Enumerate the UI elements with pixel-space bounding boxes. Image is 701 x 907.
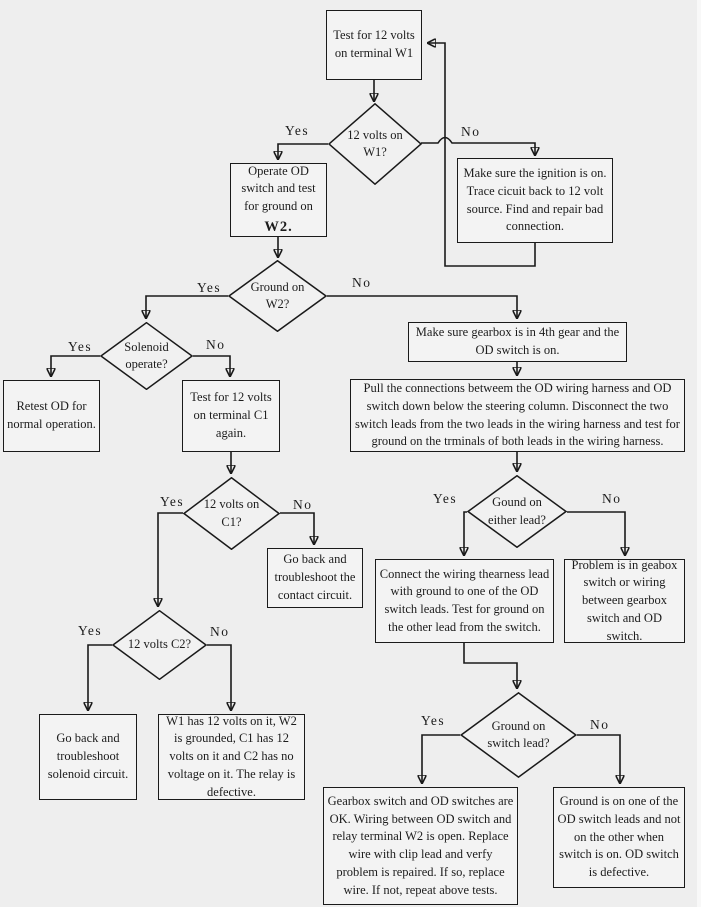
label-yes-c1: Yes [160, 494, 185, 509]
label-no-switch-lead: No [590, 717, 610, 732]
decision-12v-w1 [328, 103, 422, 185]
label-no-either: No [602, 491, 622, 506]
label-yes-w2: Yes [197, 280, 222, 295]
node-operate-od-w2: W2. [264, 218, 293, 235]
edge-decswitch-no [577, 735, 620, 783]
edge-decc2-no [207, 645, 231, 710]
edge-solenoid-no [193, 356, 230, 376]
node-connect-harness-text: Connect the wiring thearness lead with ground to one of the OD switch leads. Test for ground on the other lead from the switch. [379, 566, 550, 634]
label-yes-solenoid: Yes [68, 339, 93, 354]
decision-ground-switch-lead-text: Ground on switch lead? [487, 718, 550, 750]
edge-decw1-no [421, 138, 535, 156]
node-gearbox-4th-text: Make sure gearbox is in 4th gear and the OD switch is on. [415, 325, 620, 357]
node-pull-connections [350, 379, 685, 452]
decision-ground-w2 [228, 260, 327, 332]
node-gearbox-ok [323, 787, 518, 905]
node-relay-defective-text: W1 has 12 volts on it, W2 is grounded, C1 has 12 volts on it and C2 has no voltage on it. The relay is defective. [166, 713, 297, 799]
node-ground-one-lead [553, 787, 685, 888]
edge-decc1-yes [158, 513, 183, 606]
decision-12v-c1 [183, 477, 280, 550]
decision-12v-w1-text: 12 volts on W1? [347, 127, 403, 159]
node-gearbox-problem [564, 559, 685, 643]
node-test-c1-text: Test for 12 volts on terminal C1 again. [190, 390, 272, 440]
decision-12v-c2-text: 12 volts C2? [127, 637, 192, 652]
label-no-solenoid: No [206, 337, 226, 352]
decision-ground-w2-text: Ground on W2? [250, 279, 305, 311]
label-yes-c2: Yes [78, 623, 103, 638]
label-yes-w1: Yes [285, 123, 310, 138]
edge-decw2-yes [146, 296, 228, 318]
decision-ground-either-lead-text: Gound on either lead? [488, 495, 546, 527]
label-no-w1: No [461, 124, 481, 139]
edge-connect-to-decswitch [464, 643, 517, 688]
decision-solenoid [100, 322, 193, 390]
decision-ground-switch-lead [460, 692, 577, 778]
node-test-c1 [182, 380, 280, 452]
decision-12v-c2 [112, 610, 207, 680]
node-pull-connections-text: Pull the connections betweem the OD wiring harness and OD switch down below the steering column. Disconnect the two switch leads from the two leads in the wiring harness and test for ground on the trminals of both leads in the wiring harness. [355, 381, 680, 449]
node-gearbox-ok-text: Gearbox switch and OD switches are OK. Wiring between OD switch and relay terminal W2 is open. Replace wire with clip lead and verfy problem is repaired. If so, replace wire. If not, repeat above tests. [327, 793, 514, 897]
node-test-w1-text: Test for 12 volts on terminal W1 [333, 28, 415, 60]
node-ground-one-lead-text: Ground is on one of the OD switch leads and not on the other when switch is on. OD switch is defective. [557, 794, 681, 880]
node-contact-circuit-text: Go back and troubleshoot the contact circuit. [274, 552, 356, 602]
label-no-c1: No [293, 497, 313, 512]
edge-decc1-no [280, 513, 314, 544]
edge-decswitch-yes [422, 735, 460, 783]
node-operate-od [230, 163, 327, 237]
node-test-w1 [326, 10, 422, 80]
node-connect-harness [375, 559, 554, 643]
edge-decc2-yes [88, 645, 112, 710]
node-gearbox-4th [408, 322, 627, 362]
node-ignition-text: Make sure the ignition is on. Trace cicuit back to 12 volt source. Find and repair bad connection. [463, 166, 607, 234]
node-gearbox-problem-text: Problem is in geabox switch or wiring between gearbox switch and OD switch. [571, 557, 678, 643]
label-no-c2: No [210, 624, 230, 639]
edge-solenoid-yes [51, 356, 100, 376]
node-solenoid-circuit [39, 714, 137, 800]
node-solenoid-circuit-text: Go back and troubleshoot solenoid circuit. [47, 731, 129, 781]
edge-deceither-no [567, 512, 625, 555]
node-contact-circuit [267, 548, 363, 608]
node-retest-od-text: Retest OD for normal operation. [7, 399, 96, 431]
decision-ground-either-lead [467, 475, 567, 548]
decision-solenoid-text: Solenoid operate? [124, 339, 169, 371]
label-yes-switch-lead: Yes [421, 713, 446, 728]
label-no-w2: No [352, 275, 372, 290]
edge-decw1-yes [278, 144, 328, 159]
node-operate-od-text: Operate OD switch and test for ground on W2. [234, 163, 323, 238]
label-yes-either: Yes [433, 491, 458, 506]
edge-decw2-no [327, 296, 517, 318]
node-relay-defective [158, 714, 305, 800]
decision-12v-c1-text: 12 volts on C1? [203, 497, 260, 529]
node-ignition [457, 158, 613, 243]
node-retest-od [3, 380, 100, 452]
